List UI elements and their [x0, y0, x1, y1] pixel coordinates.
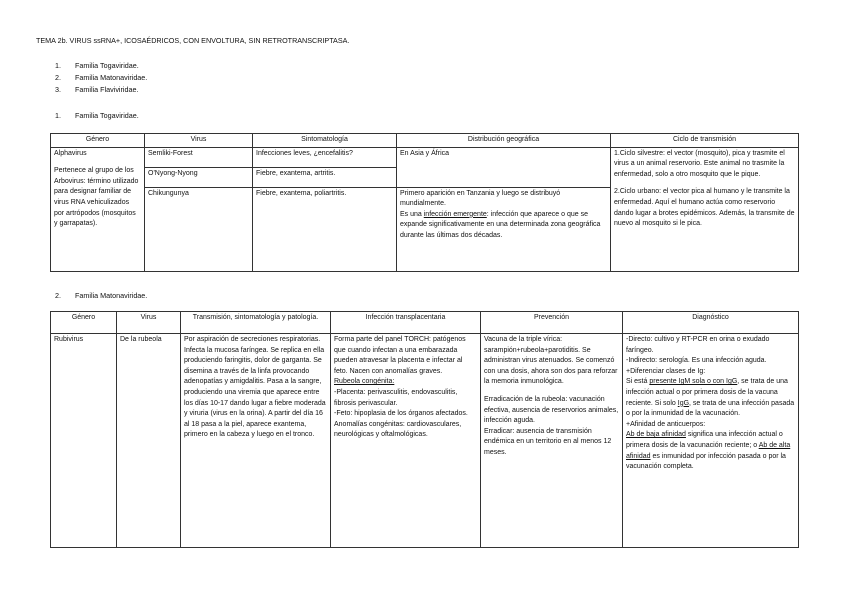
col-header-diagnostico: Diagnóstico	[623, 312, 799, 334]
col-header-genero: Género	[51, 312, 117, 334]
symptoms-cell: Infecciones leves, ¿encefalitis?	[253, 147, 397, 167]
section-heading-togaviridae: 1. Familia Togaviridae.	[55, 111, 139, 120]
congenital-rubella-subtitle: Rubeola congénita:	[334, 378, 395, 386]
family-list-item: 2. Familia Matonaviridae.	[55, 73, 148, 82]
genus-description: Pertenece al grupo de los Arbovirus: término utilizado para designar familiar de virus RNA vehiculizados por artrópodos (mosquitos y garrapatas).	[54, 167, 139, 228]
cycle-urban: 2.Ciclo urbano: el vector pica al humano y le transmite la enfermedad. Aquí el humano actúa como reservorio dando lugar a brotes epidémicos. Además, la transmite de nuevo al mosquito si le pica.	[614, 188, 795, 228]
genus-name: Alphavirus	[54, 149, 87, 157]
col-header-transmision: Transmisión, sintomatología y patología.	[181, 312, 331, 334]
col-header-virus: Virus	[145, 134, 253, 148]
virus-cell: De la rubeola	[117, 334, 181, 548]
virus-cell: Chikungunya	[145, 187, 253, 271]
col-header-ciclo: Ciclo de transmisión	[611, 134, 799, 148]
section-heading-matonaviridae: 2. Familia Matonaviridae.	[55, 291, 148, 300]
col-header-sintomatologia: Sintomatología	[253, 134, 397, 148]
genus-cell: Rubivirus	[51, 334, 117, 548]
col-header-prevencion: Prevención	[481, 312, 623, 334]
diagnosis-cell: -Directo: cultivo y RT-PCR en orina o exudado faríngeo. -Indirecto: serología. Es una infección aguda. +Diferenciar clases de Ig: Si está presente IgM sola o con IgG, se trata de una infección actual o por primera dosis de la vacuna reciente. Si solo IgG, se trata de una infección pasada o por la inmunidad de la vacunación. +Afinidad de anticuerpos: Ab de baja afinidad significa una infección actual o primera dosis de la vacunación reciente; o Ab de alta afinidad es inmunidad por infección pasada o por la vacunación completa.	[623, 334, 799, 548]
emergent-infection-term: infección emergente	[423, 210, 487, 218]
col-header-infeccion-transplacentaria: Infección transplacentaria	[331, 312, 481, 334]
col-header-distribucion: Distribución geográfica	[397, 134, 611, 148]
distribution-cell-chikungunya: Primero aparición en Tanzania y luego se distribuyó mundialmente. Es una infección emergente: infección que aparece o que se expande significativamente en una determinada zona geográfica durante las últimas dos décadas.	[397, 187, 611, 271]
col-header-virus: Virus	[117, 312, 181, 334]
prevention-cell: Vacuna de la triple vírica: sarampión+rubeola+parotiditis. Se administran virus atenuados. Se comenzó con una dosis, ahora son dos para reforzar la memoria inmunológica. Erradicación de la rubeola: vacunación efectiva, ausencia de reservorios animales, infección aguda. Erradicar: ausencia de transmisión endémica en un territorio en al menos 12 meses.	[481, 334, 623, 548]
virus-cell: O'Nyong-Nyong	[145, 167, 253, 187]
matonaviridae-table	[50, 311, 799, 548]
genus-cell	[51, 147, 145, 271]
transmission-cell: Por aspiración de secreciones respiratorias. Infecta la mucosa faríngea. Se replica en ella produciendo faringitis, dolor de garganta. Se disemina a través de la linfa provocando adenopatías y amigdalitis. Pasa a la sangre, produciendo una viremia que aparece entre los días 10-17 dando lugar a fiebre moderada y viruria (virus en la orina). A partir del día 16 al 18 pasa a la piel, aparece exantema, primero en la cabeza y luego en el tronco.	[181, 334, 331, 548]
symptoms-cell: Fiebre, exantema, artritis.	[253, 167, 397, 187]
virus-cell: Semliki-Forest	[145, 147, 253, 167]
family-list-item: 3. Familia Flaviviridae.	[55, 85, 139, 94]
transplacental-cell: Forma parte del panel TORCH: patógenos que cuando infectan a una embarazada pueden atravesar la placenta e infectar al feto. Nacen con anomalías graves. Rubeola congénita: -Placenta: perivasculitis, endovasculitis, fibrosis perivascular. -Feto: hipoplasia de los órganos afectados. Anomalías congénitas: cardiovasculares, neurológicas y oftalmológicas.	[331, 334, 481, 548]
document-title: TEMA 2b. VIRUS ssRNA+, ICOSAÉDRICOS, CON ENVOLTURA, SIN RETROTRANSCRIPTASA.	[36, 36, 350, 45]
symptoms-cell: Fiebre, exantema, poliartritis.	[253, 187, 397, 271]
family-list-item: 1. Familia Togaviridae.	[55, 61, 139, 70]
togaviridae-table	[50, 133, 799, 272]
distribution-cell: En Asia y África	[397, 147, 611, 187]
cycle-cell	[611, 147, 799, 271]
col-header-genero: Género	[51, 134, 145, 148]
cycle-sylvatic: 1.Ciclo silvestre: el vector (mosquito), pica y trasmite el virus a un animal reservorio. Este animal no trasmite la enfermedad, solo a otro mosquito que le pique.	[614, 149, 785, 178]
